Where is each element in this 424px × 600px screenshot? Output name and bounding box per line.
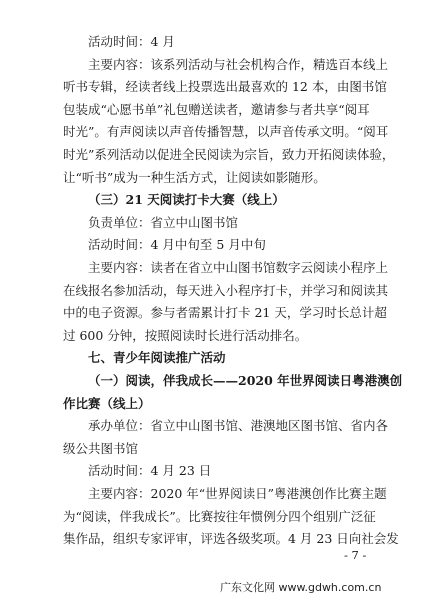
- page-number: - 7 -: [344, 548, 367, 562]
- paragraph-line: 中的电子资源。参与者需累计打卡 21 天，学习时长总计超: [63, 305, 387, 321]
- section-heading: 作比赛（线上）: [63, 395, 151, 411]
- paragraph-line: 时光”。有声阅读以声音传播智慧，以声音传承文明。“阅耳: [63, 124, 389, 140]
- section-heading: （一）阅读，伴我成长——2020 年世界阅读日粤港澳创: [88, 373, 403, 388]
- paragraph-line: 在线报名参加活动，每天进入小程序打卡，并学习和阅读其: [63, 282, 389, 298]
- paragraph-line: 集作品，组织专家评审，评选各级奖项。4 月 23 日向社会发: [63, 531, 399, 547]
- paragraph-line: 活动时间：4 月 23 日: [88, 463, 212, 479]
- paragraph-line: 负责单位：省立中山图书馆: [88, 214, 239, 230]
- section-heading: （三）21 天阅读打卡大赛（线上）: [88, 192, 285, 208]
- paragraph-line: 承办单位：省立中山图书馆、港澳地区图书馆、省内各: [88, 418, 389, 434]
- paragraph-line: 活动时间：4 月: [88, 34, 175, 49]
- paragraph-line: 主要内容：2020 年“世界阅读日”粤港澳创作比赛主题: [88, 486, 387, 501]
- paragraph-line: 时光”系列活动以促进全民阅读为宗旨，致力开拓阅读体验，: [63, 147, 395, 162]
- chapter-heading: 七、青少年阅读推广活动: [88, 350, 226, 366]
- paragraph-line: 主要内容：该系列活动与社会机构合作，精选百本线上: [88, 56, 389, 72]
- paragraph-line: 过 600 分钟，按照阅读时长进行活动排名。: [63, 327, 308, 343]
- paragraph-line: 活动时间：4 月中旬至 5 月中旬: [88, 237, 266, 253]
- watermark-footer: 广东文化网 www.gdwh.com.cn: [220, 581, 382, 594]
- paragraph-line: 为“阅读，伴我成长”。比赛按往年惯例分四个组别广泛征: [63, 508, 376, 524]
- paragraph-line: 让“听书”成为一种生活方式，让阅读如影随形。: [63, 169, 326, 185]
- paragraph-line: 级公共图书馆: [63, 440, 139, 456]
- paragraph-line: 包装成“心愿书单”礼包赠送读者，邀请参与者共享“阅耳: [63, 101, 370, 117]
- paragraph-line: 主要内容：读者在省立中山图书馆数字云阅读小程序上: [88, 260, 389, 275]
- paragraph-line: 听书专辑，经读者线上投票选出最喜欢的 12 本，由图书馆: [63, 79, 387, 95]
